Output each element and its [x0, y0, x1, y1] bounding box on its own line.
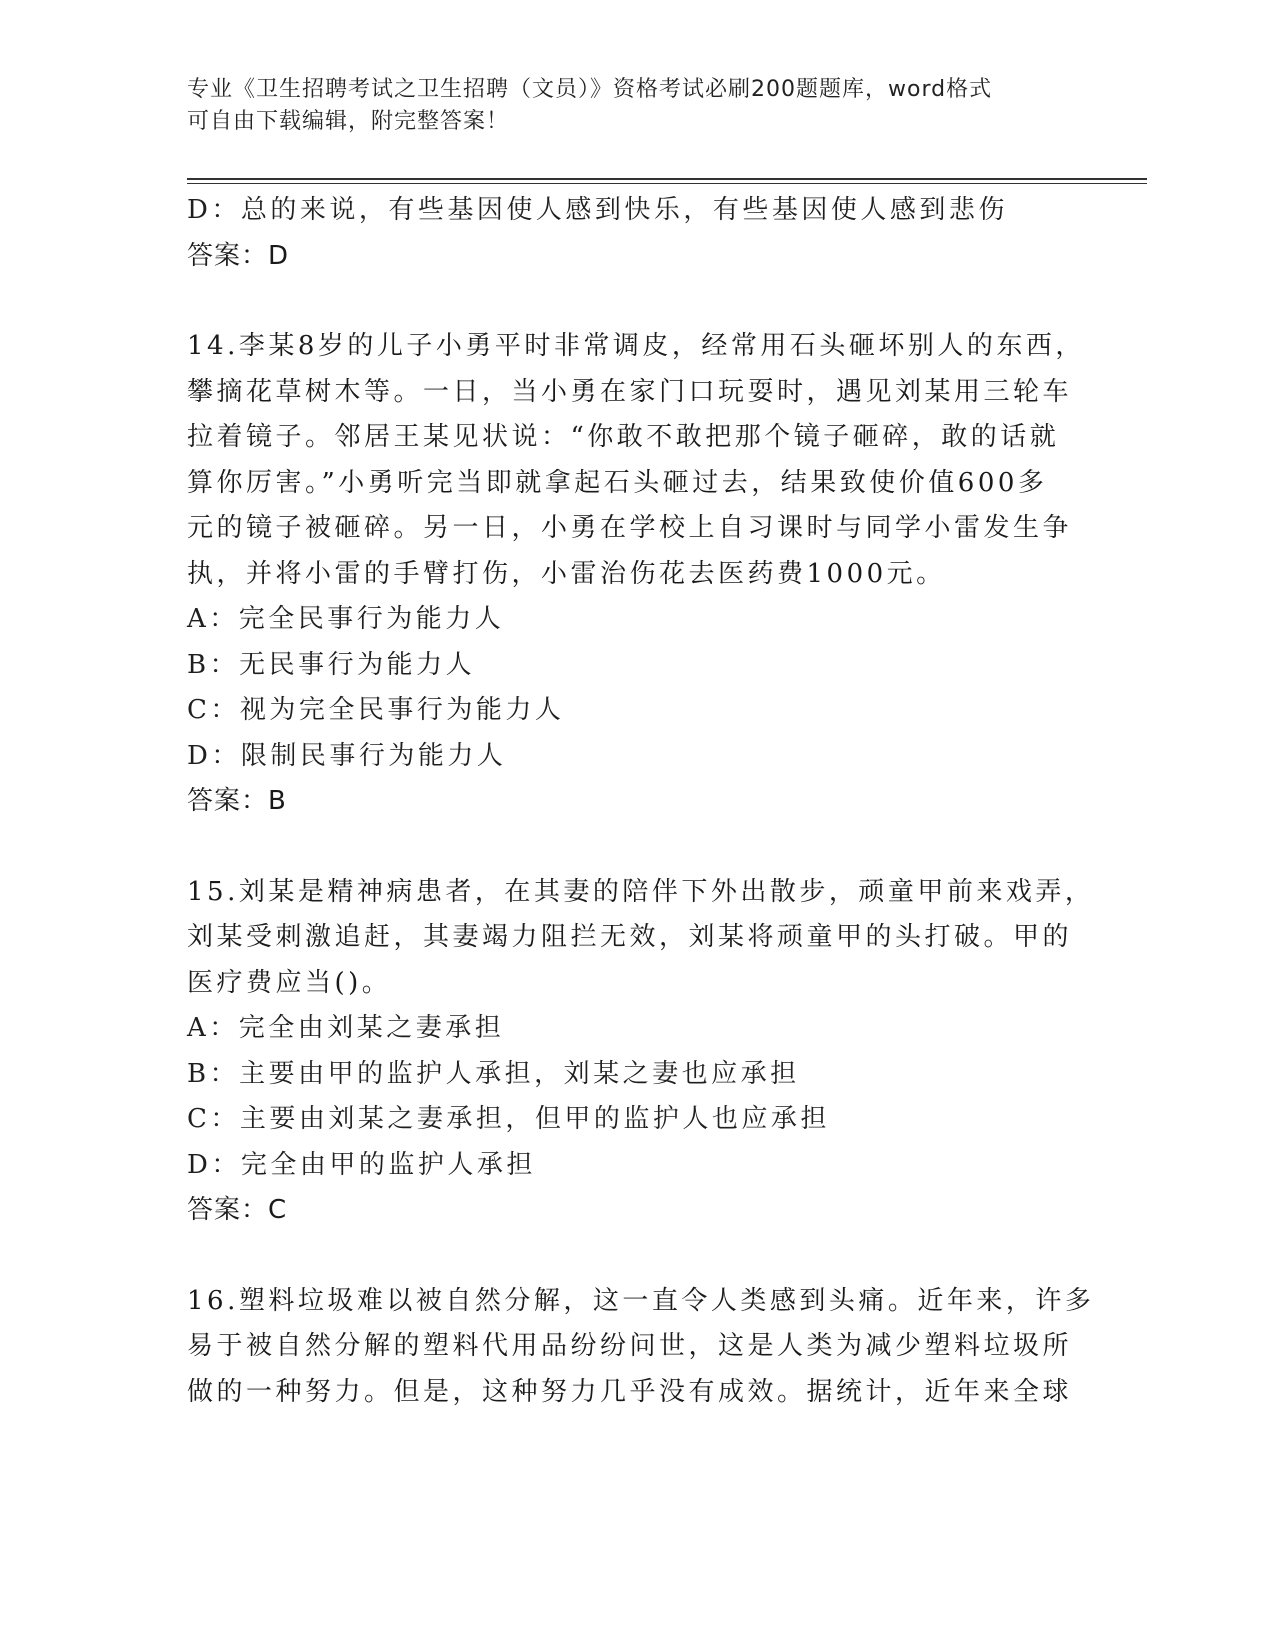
- question-text-line: 15.刘某是精神病患者，在其妻的陪伴下外出散步，顽童甲前来戏弄，: [187, 876, 1095, 907]
- question-text-line: 刘某受刺激追赶，其妻竭力阻拦无效，刘某将顽童甲的头打破。甲的: [187, 922, 1073, 952]
- header-line-1: 专业《卫生招聘考试之卫生招聘（文员）》资格考试必刷200题题库，word格式: [187, 77, 993, 102]
- question-16: [187, 1279, 1095, 1416]
- question-text-line: 易于被自然分解的塑料代用品纷纷问世，这是人类为减少塑料垃圾所: [187, 1331, 1073, 1361]
- answer-line: 答案：B: [187, 786, 287, 816]
- header-divider-thin: [187, 183, 1147, 184]
- question-text-line: 16.塑料垃圾难以被自然分解，这一直令人类感到头痛。近年来，许多: [187, 1285, 1095, 1316]
- option-d: D：完全由甲的监护人承担: [187, 1149, 536, 1180]
- question-text-line: 攀摘花草树木等。一日，当小勇在家门口玩耍时，遇见刘某用三轮车: [187, 376, 1073, 407]
- question-text-line: 执，并将小雷的手臂打伤，小雷治伤花去医药费1000元。: [187, 558, 946, 589]
- option-d: D：限制民事行为能力人: [187, 740, 507, 771]
- question-text-line: 14.李某8岁的儿子小勇平时非常调皮，经常用石头砸坏别人的东西，: [187, 331, 1085, 361]
- question-text-line: 拉着镜子。邻居王某见状说：“你敢不敢把那个镜子砸碎，敢的话就: [187, 422, 1060, 452]
- page-content: [187, 188, 1095, 1415]
- header-divider-thick: [187, 178, 1147, 180]
- answer-line: 答案：C: [187, 1195, 288, 1225]
- question-text-line: 做的一种努力。但是，这种努力几乎没有成效。据统计，近年来全球: [187, 1376, 1073, 1407]
- option-d: D：总的来说，有些基因使人感到快乐，有些基因使人感到悲伤: [187, 195, 1008, 225]
- question-text-line: 算你厉害。”小勇听完当即就拿起石头砸过去，结果致使价值600多: [187, 467, 1048, 498]
- answer-line: 答案：D: [187, 240, 290, 271]
- page-header: [187, 74, 1067, 138]
- option-a: A：完全由刘某之妻承担: [187, 1013, 505, 1043]
- spacer: [187, 279, 1067, 324]
- option-a: A：完全民事行为能力人: [187, 604, 505, 634]
- spacer: [187, 1234, 1067, 1279]
- header-line-2: 可自由下载编辑，附完整答案！: [187, 109, 510, 134]
- option-b: B：无民事行为能力人: [187, 649, 476, 680]
- question-15: [187, 870, 1095, 1234]
- question-text-line: 医疗费应当()。: [187, 967, 392, 998]
- option-c: C：主要由刘某之妻承担，但甲的监护人也应承担: [187, 1104, 830, 1134]
- option-c: C：视为完全民事行为能力人: [187, 695, 565, 725]
- question-text-line: 元的镜子被砸碎。另一日，小勇在学校上自习课时与同学小雷发生争: [187, 513, 1073, 543]
- option-b: B：主要由甲的监护人承担，刘某之妻也应承担: [187, 1058, 800, 1089]
- question-14: [187, 324, 1085, 825]
- spacer: [187, 825, 1067, 870]
